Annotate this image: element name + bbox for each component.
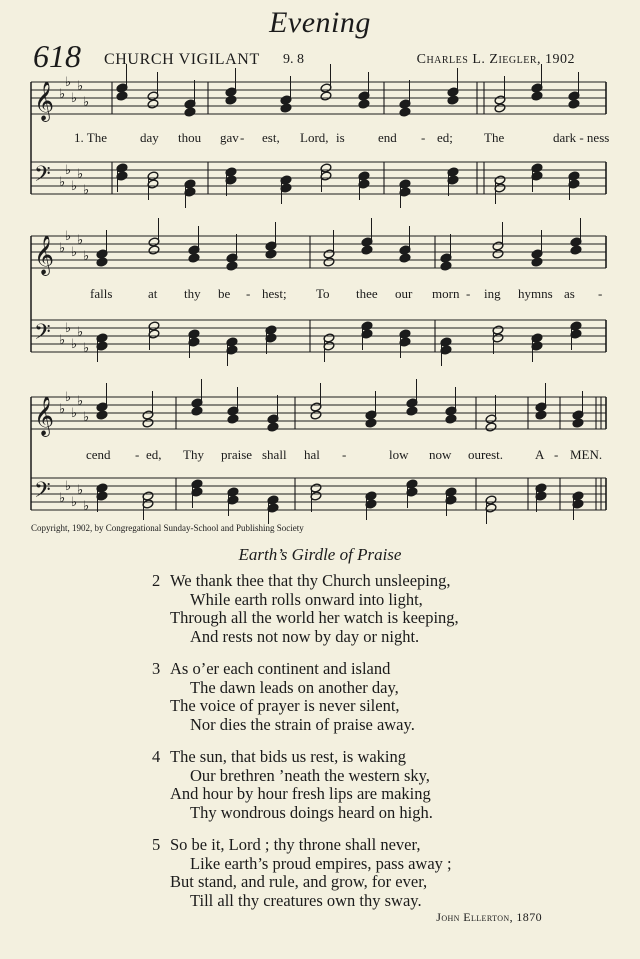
lyric-syllable: as xyxy=(564,286,575,301)
note-head xyxy=(188,253,200,263)
stanza-line: Till all thy creatures own thy sway. xyxy=(190,891,422,911)
lyric-syllable: thee xyxy=(356,286,378,301)
lyric-syllable: - xyxy=(135,447,140,462)
note-head xyxy=(226,261,238,271)
bass-clef: 𝄢 xyxy=(34,478,51,508)
lyric-syllable: hal xyxy=(304,447,320,462)
flat-sign: ♭ xyxy=(65,321,72,336)
flat-sign: ♭ xyxy=(71,91,78,106)
flat-sign: ♭ xyxy=(77,483,84,498)
time-signature-top xyxy=(86,84,93,108)
lyric-syllable: 1. The xyxy=(74,130,107,145)
lyric-syllable: MEN. xyxy=(570,447,603,462)
flat-sign: ♭ xyxy=(77,325,84,340)
stanza-line: We thank thee that thy Church unsleeping, xyxy=(170,571,451,590)
lyric-syllable: ed; xyxy=(437,130,453,145)
stanza-line: Nor dies the strain of praise away. xyxy=(190,715,415,735)
author: John Ellerton, 1870 xyxy=(436,910,542,924)
flat-sign: ♭ xyxy=(59,402,66,417)
note-head xyxy=(531,91,543,101)
lyric-syllable: end xyxy=(378,130,397,145)
lyric-syllable: dark - ness xyxy=(553,130,610,145)
note-head xyxy=(361,245,373,255)
note-head xyxy=(535,410,547,420)
lyric-syllable: hymns xyxy=(518,286,553,301)
note-head xyxy=(492,249,504,259)
lyric-syllable: our xyxy=(468,447,486,462)
lyric-syllable: is xyxy=(336,130,345,145)
flat-sign: ♭ xyxy=(83,249,90,264)
note-head xyxy=(116,91,128,101)
stanza-line: And hour by hour fresh lips are making xyxy=(170,784,431,804)
flat-sign: ♭ xyxy=(71,406,78,421)
note-head xyxy=(485,422,497,432)
treble-clef: 𝄞 xyxy=(34,235,55,275)
stanza-line: While earth rolls onward into light, xyxy=(190,589,423,609)
treble-clef: 𝄞 xyxy=(34,396,55,436)
note-head xyxy=(568,99,580,109)
treble-clef: 𝄞 xyxy=(34,81,55,121)
lyric-syllable: day xyxy=(140,130,159,145)
stanza-number: 2 xyxy=(152,571,161,590)
stanza-number: 4 xyxy=(152,747,161,766)
note-head xyxy=(494,103,506,113)
lyric-syllable: low xyxy=(389,447,409,462)
lyric-syllable: ed, xyxy=(146,447,162,462)
flat-sign: ♭ xyxy=(71,245,78,260)
flat-sign: ♭ xyxy=(59,241,66,256)
stanza-line: As o’er each continent and island xyxy=(170,659,391,678)
note-head xyxy=(227,414,239,424)
lyric-syllable: Lord, xyxy=(300,130,329,145)
note-head xyxy=(280,103,292,113)
lyric-syllable: morn xyxy=(432,286,460,301)
copyright-notice: Copyright, 1902, by Congregational Sunday-School and Publishing Society xyxy=(31,523,304,533)
lyric-syllable: - xyxy=(466,286,471,301)
flat-sign: ♭ xyxy=(71,337,78,352)
lyric-syllable: praise xyxy=(221,447,253,462)
flat-sign: ♭ xyxy=(83,410,90,425)
flat-sign: ♭ xyxy=(77,394,84,409)
lyric-syllable: - xyxy=(598,286,603,301)
note-head xyxy=(399,107,411,117)
flat-sign: ♭ xyxy=(59,87,66,102)
stanza-line: The dawn leads on another day, xyxy=(190,677,399,697)
lyric-syllable: est, xyxy=(262,130,280,145)
hymn-subtitle: Earth’s Girdle of Praise xyxy=(238,545,402,564)
tune-name: CHURCH VIGILANT xyxy=(104,51,260,68)
lyric-syllable: A xyxy=(535,447,545,462)
lyric-syllable: at xyxy=(148,286,158,301)
note-head xyxy=(323,257,335,267)
flat-sign: ♭ xyxy=(71,495,78,510)
lyric-syllable: our xyxy=(395,286,413,301)
stanza-line: The voice of prayer is never silent, xyxy=(170,696,400,716)
note-head xyxy=(142,418,154,428)
stanza-line: Through all the world her watch is keeping, xyxy=(170,608,459,628)
stanza-line: And rests not now by day or night. xyxy=(190,627,420,647)
flat-sign: ♭ xyxy=(59,175,66,190)
flat-sign: ♭ xyxy=(77,79,84,94)
stanza-line: Thy wondrous doings heard on high. xyxy=(190,803,433,823)
lyric-syllable: - xyxy=(342,447,347,462)
note-head xyxy=(225,95,237,105)
note-head xyxy=(365,418,377,428)
lyric-syllable: shall xyxy=(262,447,287,462)
flat-sign: ♭ xyxy=(65,75,72,90)
flat-sign: ♭ xyxy=(59,333,66,348)
note-head xyxy=(184,107,196,117)
lyric-syllable: - xyxy=(554,447,559,462)
lyric-syllable: To xyxy=(316,286,330,301)
note-head xyxy=(531,257,543,267)
note-head xyxy=(191,406,203,416)
section-title: Evening xyxy=(269,6,371,39)
flat-sign: ♭ xyxy=(59,491,66,506)
note-head xyxy=(358,99,370,109)
stanza-line: Like earth’s proud empires, pass away ; xyxy=(190,853,452,873)
note-head xyxy=(147,99,159,109)
flat-sign: ♭ xyxy=(77,167,84,182)
flat-sign: ♭ xyxy=(77,233,84,248)
stanza-line: The sun, that bids us rest, is waking xyxy=(170,747,407,766)
lyric-syllable: cend xyxy=(86,447,111,462)
meter: 9. 8 xyxy=(283,52,304,67)
note-head xyxy=(445,414,457,424)
stanza-line: Our brethren ’neath the western sky, xyxy=(190,765,430,785)
note-head xyxy=(447,95,459,105)
lyric-syllable: rest. xyxy=(481,447,504,462)
flat-sign: ♭ xyxy=(65,390,72,405)
lyric-syllable: thy xyxy=(184,286,201,301)
note-head xyxy=(310,410,322,420)
lyric-syllable: thou xyxy=(178,130,202,145)
note-head xyxy=(148,245,160,255)
lyric-syllable: hest; xyxy=(262,286,287,301)
lyric-syllable: - xyxy=(240,130,245,145)
flat-sign: ♭ xyxy=(83,341,90,356)
lyric-syllable: - xyxy=(421,130,426,145)
note-head xyxy=(440,261,452,271)
lyric-syllable: Thy xyxy=(183,447,204,462)
note-head xyxy=(96,257,108,267)
stanza-number: 5 xyxy=(152,835,161,854)
lyric-syllable: The xyxy=(484,130,505,145)
flat-sign: ♭ xyxy=(83,95,90,110)
lyric-syllable: - xyxy=(246,286,251,301)
stanza-line: But stand, and rule, and grow, for ever, xyxy=(170,872,428,892)
lyric-syllable: falls xyxy=(90,286,113,301)
note-head xyxy=(399,253,411,263)
time-signature xyxy=(89,165,94,181)
note-head xyxy=(572,418,584,428)
lyric-syllable: now xyxy=(429,447,452,462)
stanza-line: So be it, Lord ; thy throne shall never, xyxy=(170,835,421,854)
note-head xyxy=(406,406,418,416)
lyric-syllable: be xyxy=(218,286,231,301)
note-head xyxy=(96,410,108,420)
bass-clef: 𝄢 xyxy=(34,162,51,192)
flat-sign: ♭ xyxy=(83,183,90,198)
composer: Charles L. Ziegler, 1902 xyxy=(416,52,575,67)
flat-sign: ♭ xyxy=(65,163,72,178)
stanza-number: 3 xyxy=(152,659,161,678)
note-head xyxy=(267,422,279,432)
note-head xyxy=(570,245,582,255)
flat-sign: ♭ xyxy=(71,179,78,194)
note-head xyxy=(265,249,277,259)
flat-sign: ♭ xyxy=(65,229,72,244)
note-head xyxy=(320,91,332,101)
lyric-syllable: gav xyxy=(220,130,239,145)
flat-sign: ♭ xyxy=(65,479,72,494)
bass-clef: 𝄢 xyxy=(34,320,51,350)
hymn-number: 618 xyxy=(33,38,81,74)
lyric-syllable: ing xyxy=(484,286,501,301)
flat-sign: ♭ xyxy=(83,499,90,514)
